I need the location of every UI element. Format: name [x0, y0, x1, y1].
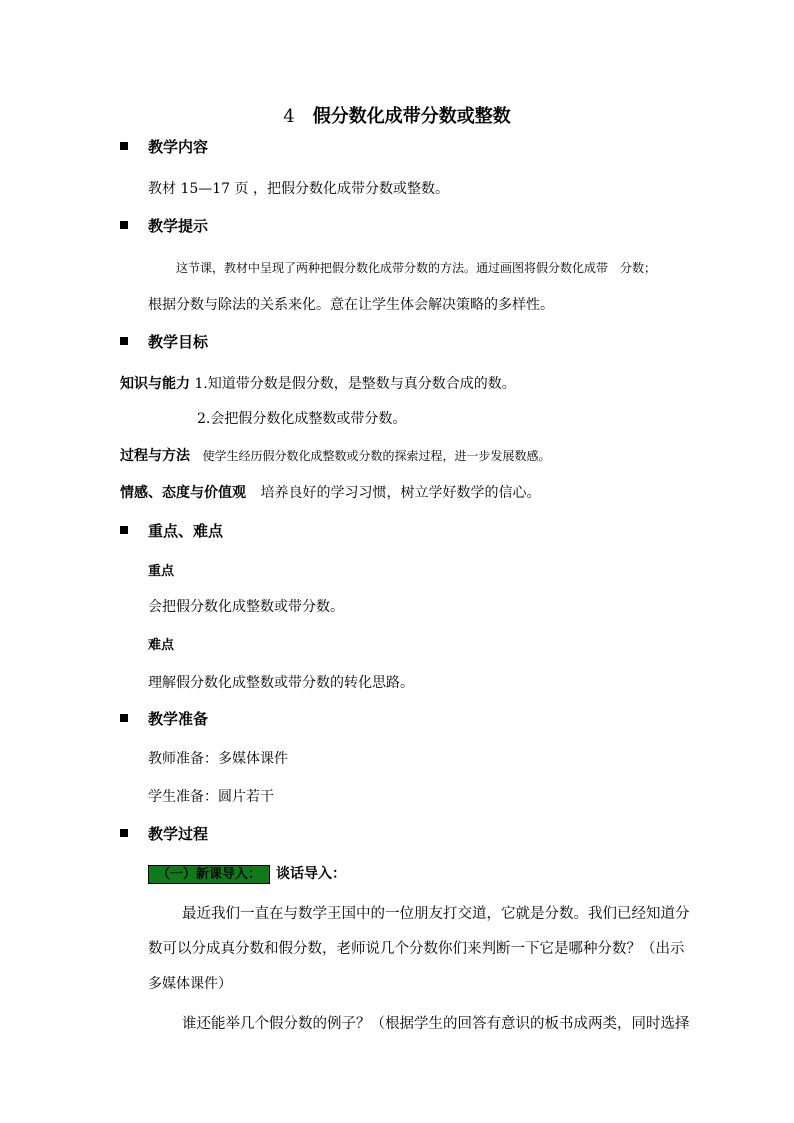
process-intro-row — [148, 865, 346, 884]
section-heading-key — [120, 522, 223, 540]
heading-text: 教学内容 — [148, 138, 209, 156]
title-number: 4 — [283, 106, 295, 127]
para1-line-3: 多媒体课件） — [148, 976, 232, 992]
goal-knowledge-row — [120, 375, 516, 393]
section-heading-hint — [120, 217, 208, 235]
goal-knowledge-1: 1.知道带分数是假分数，是整数与真分数合成的数。 — [194, 376, 516, 392]
para2-line-1: 谁还能举几个假分数的例子？（根据学生的回答有意识的板书成两类，同时选择 — [182, 1016, 690, 1032]
bullet-square-icon — [120, 829, 128, 837]
hint-line-2: 根据分数与除法的关系来化。意在让学生体会解决策略的多样性。 — [148, 297, 554, 313]
goal-knowledge-label: 知识与能力 — [120, 376, 190, 392]
goal-process-label: 过程与方法 — [120, 448, 190, 464]
heading-text: 教学准备 — [148, 710, 209, 728]
key-label: 重点 — [148, 564, 175, 579]
hint-line-1: 这节课，教材中呈现了两种把假分数化成带分数的方法。通过画图将假分数化成带 分数； — [176, 261, 657, 275]
goal-emotion-row — [120, 484, 540, 502]
prep-student: 学生准备：圆片若干 — [148, 789, 274, 805]
section-heading-content — [120, 138, 208, 156]
bullet-square-icon — [120, 526, 128, 534]
bullet-square-icon — [120, 714, 128, 722]
heading-text: 教学提示 — [148, 217, 209, 235]
page-title — [0, 106, 794, 128]
para1-line-1: 最近我们一直在与数学王国中的一位朋友打交道，它就是分数。我们已经知道分 — [182, 906, 690, 922]
para1-line-2: 数可以分成真分数和假分数，老师说几个分数你们来判断一下它是哪种分数？（出示 — [148, 941, 685, 957]
talk-intro-label: 谈话导入： — [276, 866, 347, 882]
section-heading-prep — [120, 710, 208, 728]
key-text: 会把假分数化成整数或带分数。 — [148, 599, 344, 615]
heading-text: 教学过程 — [148, 825, 209, 843]
goal-emotion-label: 情感、态度与价值观 — [120, 485, 246, 501]
section-heading-process — [120, 825, 208, 843]
goal-knowledge-2: 2.会把假分数化成整数或带分数。 — [197, 411, 407, 427]
heading-text: 教学目标 — [148, 333, 209, 351]
content-text: 教材 15—17 页 ，把假分数化成带分数或整数。 — [148, 181, 449, 197]
difficult-text: 理解假分数化成整数或带分数的转化思路。 — [148, 675, 414, 691]
bullet-square-icon — [120, 337, 128, 345]
goal-process-row — [120, 447, 550, 465]
new-lesson-badge: （一）新课导入： — [148, 865, 270, 884]
section-heading-goals — [120, 333, 208, 351]
goal-emotion-text: 培养良好的学习习惯，树立学好数学的信心。 — [260, 485, 541, 501]
prep-teacher: 教师准备：多媒体课件 — [148, 751, 288, 767]
title-text: 假分数化成带分数或整数 — [312, 106, 511, 127]
difficult-label: 难点 — [148, 638, 175, 653]
heading-text: 重点、难点 — [148, 522, 224, 540]
bullet-square-icon — [120, 221, 128, 229]
bullet-square-icon — [120, 142, 128, 150]
goal-process-text: 使学生经历假分数化成整数或分数的探索过程，进一步发展数感。 — [202, 449, 551, 463]
